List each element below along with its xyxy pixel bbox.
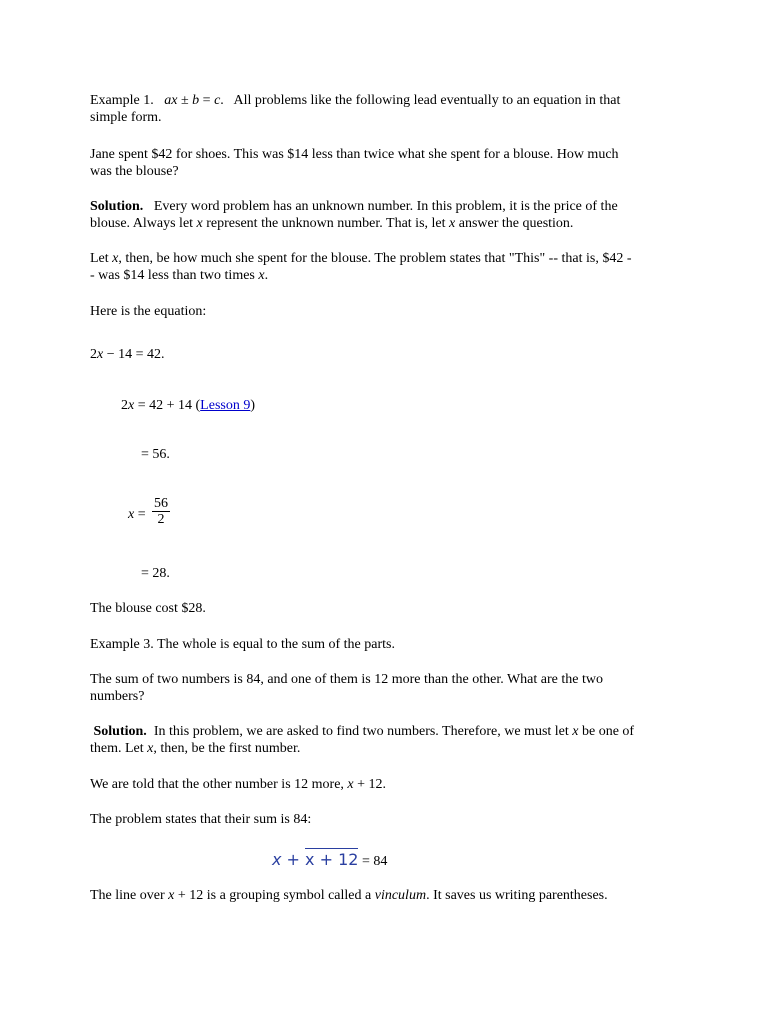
problem-1-paragraph [90, 146, 680, 180]
vinculum-group: x + 12 [305, 850, 359, 869]
blouse-answer: The blouse cost $28. [90, 601, 206, 616]
example-3-heading: Example 3. The whole is equal to the sum of the parts. [90, 637, 395, 652]
solution-1-text: Every word problem has an unknown number. In this problem, it is the price of the [153, 199, 618, 214]
example-1-label: Example 1. [90, 93, 154, 108]
equation-step-1: 2x − 14 = 42. [90, 347, 165, 362]
handwritten-equation: x + x + 12 = 84 [272, 850, 388, 869]
example-1-heading [90, 92, 680, 126]
equation-step-2: 2x = 42 + 14 (Lesson 9) [121, 398, 256, 413]
fraction-56-over-2: $\frac{56}{2}$ [154, 496, 168, 527]
lesson-9-link[interactable]: Lesson 9 [200, 398, 251, 413]
vinculum-term: vinculum [374, 888, 427, 903]
solution-1-paragraph: Solution. Every word problem has an unknown number. In this problem, it is the price of the blouse. Always let x represent the unknown number. That is, let x answer the question. [90, 199, 618, 231]
vinculum-sentence: The line over x + 12 is a grouping symbol called a vinculum. It saves us writing parentheses. [90, 888, 608, 903]
example-1-text-cont: simple form. [90, 110, 162, 125]
let-x-paragraph: Let x, then, be how much she spent for the blouse. The problem states that "This" -- that is, $42 - - was $14 less than two times x. [90, 251, 632, 283]
equation-step-4: x = [128, 507, 146, 522]
solution-3-paragraph: Solution. In this problem, we are asked to find two numbers. Therefore, we must let x be one of them. Let x, then, be the first number. [90, 724, 635, 756]
equation-step-3: = 56. [141, 447, 170, 462]
equation-step-5: = 28. [141, 566, 170, 581]
here-is-equation: Here is the equation: [90, 304, 207, 319]
problem-3-paragraph: The sum of two numbers is 84, and one of them is 12 more than the other. What are the two numbers? [90, 672, 603, 704]
problem-1-line-1: Jane spent $42 for shoes. This was $14 less than twice what she spent for a blouse. How much [90, 147, 619, 162]
solution-1-label: Solution. [90, 199, 144, 214]
problem-1-line-2: was the blouse? [90, 164, 179, 179]
other-number-sentence: We are told that the other number is 12 more, x + 12. [90, 777, 387, 792]
example-1-text: All problems like the following lead eventually to an equation in that [233, 93, 621, 108]
example-1-formula: ax ± b = c. [164, 93, 224, 108]
sum-sentence: The problem states that their sum is 84: [90, 812, 312, 827]
solution-3-label: Solution. [93, 724, 147, 739]
